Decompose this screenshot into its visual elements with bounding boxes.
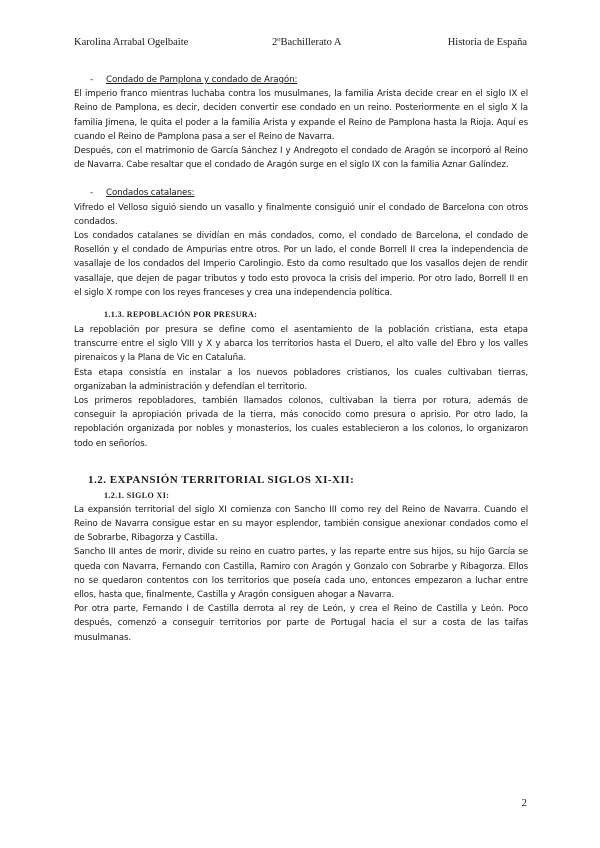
bullet-dash: -: [90, 188, 94, 199]
paragraph: Los condados catalanes se dividían en más condados, como, el condado de Barcelona, el condado de Rosellón y el condado de Ampurias entre otros. Por un lado, el conde Borrell II crea la independencia de vasallaje de los condados del Imperio Carolingio. Esto da como resultado que los vasallos dejen de rendir vasallaje, que dejen de pagar tributos y todo esto provoca la crisis del imperio. Por otro lado, Borrell II en el siglo X rompe con los reyes franceses y crea una independencia política.: [74, 231, 528, 298]
paragraph: Después, con el matrimonio de García Sánchez I y Andregoto el condado de Aragón se incorporó al Reino de Navarra. Cabe resaltar que el condado de Aragón surge en el siglo IX con la familia Aznar Galíndez.: [74, 146, 528, 171]
paragraph: Vifredo el Velloso siguió siendo un vasallo y finalmente consiguió unir el condado de Barcelona con otros condados.: [74, 202, 528, 227]
bullet-dash: -: [90, 75, 94, 85]
paragraph: Esta etapa consistía en instalar a los nuevos pobladores cristianos, los cuales cultivaban tierras, organizaban la administración y defendían el territorio.: [74, 367, 528, 392]
paragraph: Sancho III antes de morir, divide su reino en cuatro partes, y las reparte entre sus hijos, su hijo García se queda con Navarra, Fernando con Castilla, Ramiro con Aragón y Gonzalo con Sobrarbe y Ribagorza. Ellos no se quedaron contentos con los territorios que poseía cada uno, entonces empezaron a luchar entre ellos, hasta que, finalmente, Castilla y Aragón consiguen ahogar a Navarra.: [74, 547, 528, 601]
paragraph: La expansión territorial del siglo XI comienza con Sancho III como rey del Reino de Navarra. Cuando el Reino de Navarra consigue estar en su mayor esplendor, también consigue anexionar condados como el de Sobrarbe, Ribagorza y Castilla.: [74, 504, 528, 544]
heading-expansion-territorial: 1.2. EXPANSIÓN TERRITORIAL SIGLOS XI-XII:: [88, 473, 355, 486]
header-author: Karolina Arrabal Ogelbaite: [74, 37, 189, 48]
paragraph: Por otra parte, Fernando I de Castilla derrota al rey de León, y crea el Reino de Castilla y León. Poco después, comenzó a conseguir territorios por parte de Portugal hacia el sur a costa de las taifas musulmanas.: [74, 604, 528, 643]
paragraph: Los primeros repobladores, también llamados colonos, cultivaban la tierra por rotura, además de conseguir la apropiación privada de la tierra, más conocido como presura o aprisio. Por otro lado, la repoblación organizada por nobles y monasterios, los cuales establecieron a los colonos, lo organizaron todo en señoríos.: [74, 396, 528, 449]
paragraph: El imperio franco mientras luchaba contra los musulmanes, la familia Arista decide crear en el siglo IX el Reino de Pamplona, es decir, deciden convertir ese condado en un reino. Posteriormente en el siglo X la familia Jimena, le quita el poder a la familia Arista y expande el Reino de Pamplona hasta la Rioja. Aquí es cuando el Reino de Pamplona pasa a ser el Reino de Navarra.: [74, 89, 528, 142]
document-body: [74, 73, 528, 645]
page-header: [74, 37, 527, 51]
heading-repoblacion-presura: 1.1.3. REPOBLACIÓN POR PRESURA:: [104, 310, 258, 320]
page-number: 2: [521, 797, 527, 809]
header-course: 2ºBachillerato A: [272, 37, 342, 48]
heading-pamplona-aragon: Condado de Pamplona y condado de Aragón:: [106, 75, 298, 85]
heading-condados-catalanes: Condados catalanes:: [106, 188, 195, 199]
bullet-heading-catalanes: [74, 186, 528, 200]
header-subject: Historia de España: [447, 37, 527, 48]
paragraph: La repoblación por presura se define como el asentamiento de la población cristiana, esta etapa transcurre entre el siglo VIII y X y abarca los territorios hasta el Duero, el alto valle del Ebro y los valles pirenaicos y la Plana de Vic en Cataluña.: [74, 325, 528, 364]
heading-siglo-xi: 1.2.1. SIGLO XI:: [104, 490, 170, 500]
bullet-heading-pamplona: [74, 73, 528, 87]
